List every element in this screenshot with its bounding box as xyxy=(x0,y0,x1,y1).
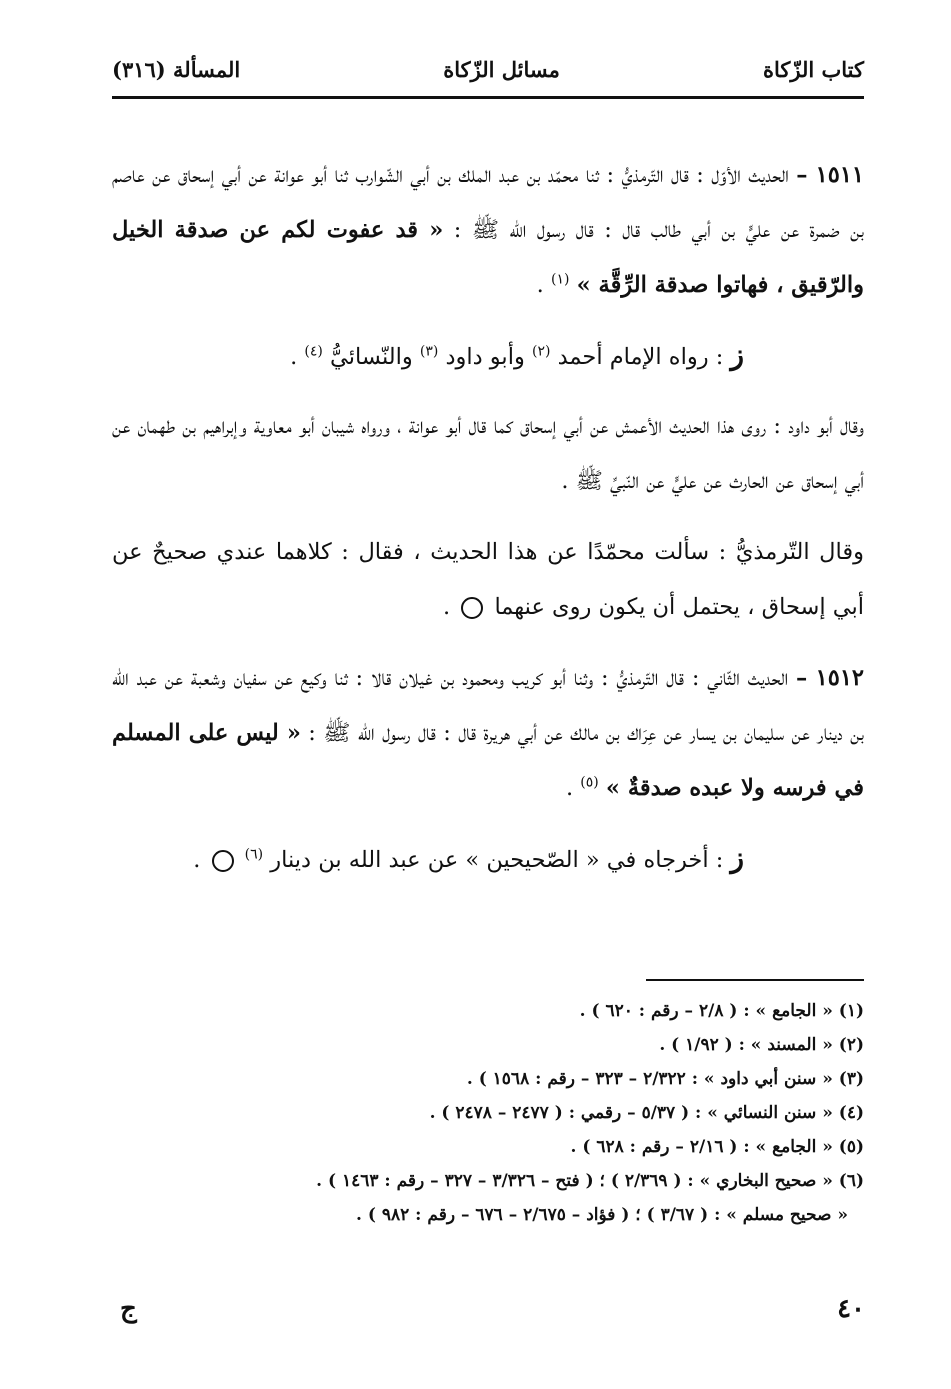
takhrij-1512 xyxy=(112,830,864,888)
hadith-number: ١٥١١ – xyxy=(796,162,864,188)
footnote-ref: (٦) xyxy=(244,846,264,863)
section-end-circle-icon xyxy=(461,597,483,619)
hadith-matn: « قد عفوت لكم عن صدقة الخيل والرّقيق ، فهاتوا صدقة الرِّقَّة » xyxy=(112,217,864,298)
takhrij-text: : أخرجاه في « الصّحيحين » عن عبد الله بن دينار xyxy=(270,847,724,873)
takhrij-marker: ز xyxy=(730,841,744,874)
hadith-heading: الحديث الأوّل : xyxy=(696,162,789,188)
page-number: ٤٠ xyxy=(837,1294,865,1324)
header-book-title: كتاب الزّكاة xyxy=(762,56,864,82)
footnote-divider xyxy=(646,979,864,981)
header-issue-number: المسألة (٣١٦) xyxy=(112,56,241,82)
footnote-ref: (٣) xyxy=(419,343,439,360)
takhrij-text: وأبو داود xyxy=(445,344,525,370)
hadith-1512 xyxy=(112,651,864,816)
sentence-end: . xyxy=(442,594,451,620)
hadith-isnad: قال التّرمذيُّ : ثنا محمّد بن عبد الملك بن أبي الشّوارب ثنا أبو عوانة عن أبي إسحاق عن عاصم بن ضمرة عن عليٍّ بن أبي طالب قال : قال رسول الله ﷺ : xyxy=(112,162,864,243)
footnote-1: (١) « الجامع » : ( ٢/٨ – رقم : ٦٢٠ ) . xyxy=(579,1001,864,1021)
paragraph-abu-dawud: وقال أبو داود : روى هذا الحديث الأعمش عن أبي إسحاق كما قال أبو عوانة ، ورواه شيبان أبو معاوية وإبراهيم بن طهمان عن أبي إسحاق عن الحارث عن عليٍّ عن النّبيِّ ﷺ . xyxy=(112,413,864,494)
paragraph-tirmidhi xyxy=(112,525,864,635)
main-text xyxy=(112,148,864,888)
takhrij-marker: ز xyxy=(730,338,744,371)
footnote-ref: (١) xyxy=(550,271,570,288)
footnote-6: (٦) « صحيح البخاري » : ( ٢/٣٦٩ ) ؛ ( فتح – ٣/٣٢٦ – ٣٢٧ – رقم : ١٤٦٣ ) . xyxy=(316,1171,864,1191)
footnote-3: (٣) « سنن أبي داود » : ٢/٣٢٢ – ٣٢٣ – رقم : ١٥٦٨ ) . xyxy=(466,1069,864,1089)
section-end-circle-icon xyxy=(212,850,234,872)
sentence-end: . xyxy=(565,775,574,801)
header-divider xyxy=(112,96,864,99)
footnote-5: (٥) « الجامع » : ( ٢/١٦ – رقم : ٦٢٨ ) . xyxy=(570,1137,864,1157)
sentence-end: . xyxy=(193,847,201,873)
hadith-isnad: قال التّرمذيُّ : وثنا أبو كريب ومحمود بن غيلان قالا : ثنا وكيع عن سفيان وشعبة عن عبد الله بن دينار عن سليمان بن يسار عن عِرَاك بن مالك عن أبي هريرة قال : قال رسول الله ﷺ : xyxy=(112,665,864,746)
paragraph-text: وقال التّرمذيُّ : سألت محمّدًا عن هذا الحديث ، فقال : كلاهما عندي صحيحٌ عن أبي إسحاق ، يحتمل أن يكون روى عنهما xyxy=(112,539,864,620)
signature-mark: ج xyxy=(120,1294,137,1324)
footnote-2: (٢) « المسند » : ( ١/٩٢ ) . xyxy=(659,1035,864,1055)
footnote-ref: (٥) xyxy=(580,774,599,791)
hadith-number: ١٥١٢ – xyxy=(795,665,865,691)
footnote-ref: (٤) xyxy=(304,343,323,360)
takhrij-text: والنّسائيُّ xyxy=(330,344,413,370)
takhrij-1511 xyxy=(112,327,864,385)
hadith-heading: الحديث الثّاني : xyxy=(691,665,789,691)
footnotes xyxy=(112,994,864,1232)
header-section-title: مسائل الزّكاة xyxy=(443,56,560,82)
running-header xyxy=(112,52,864,86)
hadith-1511 xyxy=(112,148,864,313)
takhrij-text: : رواه الإمام أحمد xyxy=(557,344,724,370)
sentence-end: . xyxy=(290,344,298,370)
footnote-4: (٤) « سنن النسائي » : ( ٥/٣٧ – رقمي : ( ٢٤٧٧ – ٢٤٧٨ ) . xyxy=(429,1103,864,1123)
sentence-end: . xyxy=(536,272,544,298)
footnote-ref: (٢) xyxy=(531,343,551,360)
hadith-matn: « ليس على المسلم في فرسه ولا عبده صدقةٌ » xyxy=(112,720,864,801)
footnote-6-continued: « صحيح مسلم » : ( ٣/٦٧ ) ؛ ( فؤاد – ٢/٦٧٥ – ٦٧٦ – رقم : ٩٨٢ ) . xyxy=(356,1205,848,1225)
